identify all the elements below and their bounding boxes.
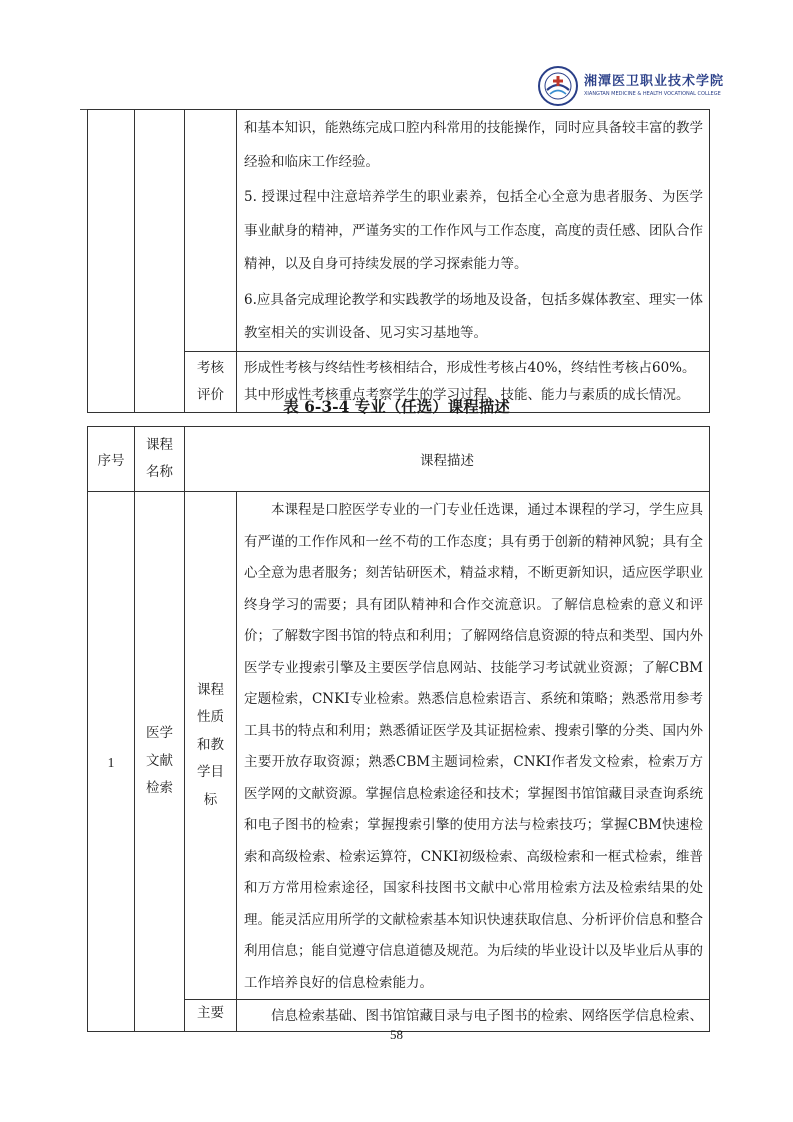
content-text: 信息检索基础、图书馆馆藏目录与电子图书的检索、网络医学信息检索、 — [271, 1008, 703, 1024]
course-name-cell — [135, 492, 185, 1032]
assessment-label: 考核评价 — [197, 359, 224, 403]
requirement-paragraph: 6.应具备完成理论教学和实践教学的场地及设备，包括多媒体教室、理实一体教室相关的实训设备、见习实习基地等。 — [244, 291, 703, 341]
elective-course-table — [87, 426, 710, 1032]
college-name-en: XIANGTAN MEDICINE & HEALTH VOCATIONAL COLLEGE — [584, 91, 721, 97]
college-name: 湘潭医卫职业技术学院 — [584, 74, 725, 89]
requirement-paragraph: 和基本知识，能熟练完成口腔内科常用的技能操作，同时应具备较丰富的教学经验和临床工作经验。 — [244, 120, 703, 170]
empty-index-cell — [88, 110, 135, 413]
row-index: 1 — [107, 755, 115, 770]
requirement-paragraph: 5. 授课过程中注意培养学生的职业素养，包括全心全意为患者服务、为医学事业献身的精神，严谨务实的工作作风与工作态度，高度的责任感、团队合作精神，以及自身可持续发展的学习探索能力等。 — [244, 189, 703, 272]
header-description: 课程描述 — [185, 427, 710, 492]
course-name: 医学文献检索 — [146, 725, 173, 797]
college-emblem-icon — [538, 66, 578, 106]
row-index-cell — [88, 492, 135, 1032]
college-logo — [538, 66, 725, 106]
continued-course-table — [87, 109, 710, 413]
table-caption: 表 6-3-4 专业（任选）课程描述 — [283, 397, 510, 416]
empty-label-cell — [185, 110, 237, 352]
goal-label-cell — [185, 492, 237, 1000]
assessment-line: 其中形成性考核重点考察学生的学习过程、技能、能力与素质的成长情况。 — [244, 386, 690, 403]
header-index: 序号 — [88, 427, 135, 492]
goal-text: 本课程是口腔医学专业的一门专业任选课，通过本课程的学习，学生应具有严谨的工作作风和一丝不苟的工作态度；具有勇于创新的精神风貌；具有全心全意为患者服务；刻苦钻研医术，精益求精，不断更新知识，适应医学职业终身学习的需要；具有团队精神和合作交流意识。了解信息检索的意义和评价；了解数字图书馆的特点和利用；了解网络信息资源的特点和类型、国内外医学专业搜索引擎及主要医学信息网站、技能学习考试就业资源；了解CBM定题检索，CNKI专业检索。熟悉信息检索语言、系统和策略；熟悉常用参考工具书的特点和利用；熟悉循证医学及其证据检索、搜索引擎的分类、国内外主要开放存取资源；熟悉CBM主题词检索，CNKI作者发文检索，检索万方医学网的文献资源。掌握信息检索途径和技术；掌握图书馆馆藏目录查询系统和电子图书的检索；掌握搜索引擎的使用方法与检索技巧；掌握CBM快速检索和高级检索、检索运算符，CNKI初级检索、高级检索和一框式检索，维普和万方常用检索途径，国家科技图书文献中心常用检索方法及检索结果的处理。能灵活应用所学的文献检索基本知识快速获取信息、分析评价信息和整合利用信息；能自觉遵守信息道德及规范。为后续的毕业设计以及毕业后从事的工作培养良好的信息检索能力。 — [244, 502, 703, 991]
empty-name-cell — [135, 110, 185, 413]
header-course-name: 课程名称 — [135, 427, 185, 492]
content-label: 主要 — [197, 1005, 224, 1021]
page-number: 58 — [390, 1027, 403, 1042]
goal-label: 课程性质和教学目标 — [197, 681, 224, 808]
teaching-requirements-cell — [237, 110, 710, 352]
goal-text-cell — [237, 492, 710, 1000]
assessment-line: 形成性考核与终结性考核相结合，形成性考核占40%，终结性考核占60%。 — [244, 359, 696, 376]
